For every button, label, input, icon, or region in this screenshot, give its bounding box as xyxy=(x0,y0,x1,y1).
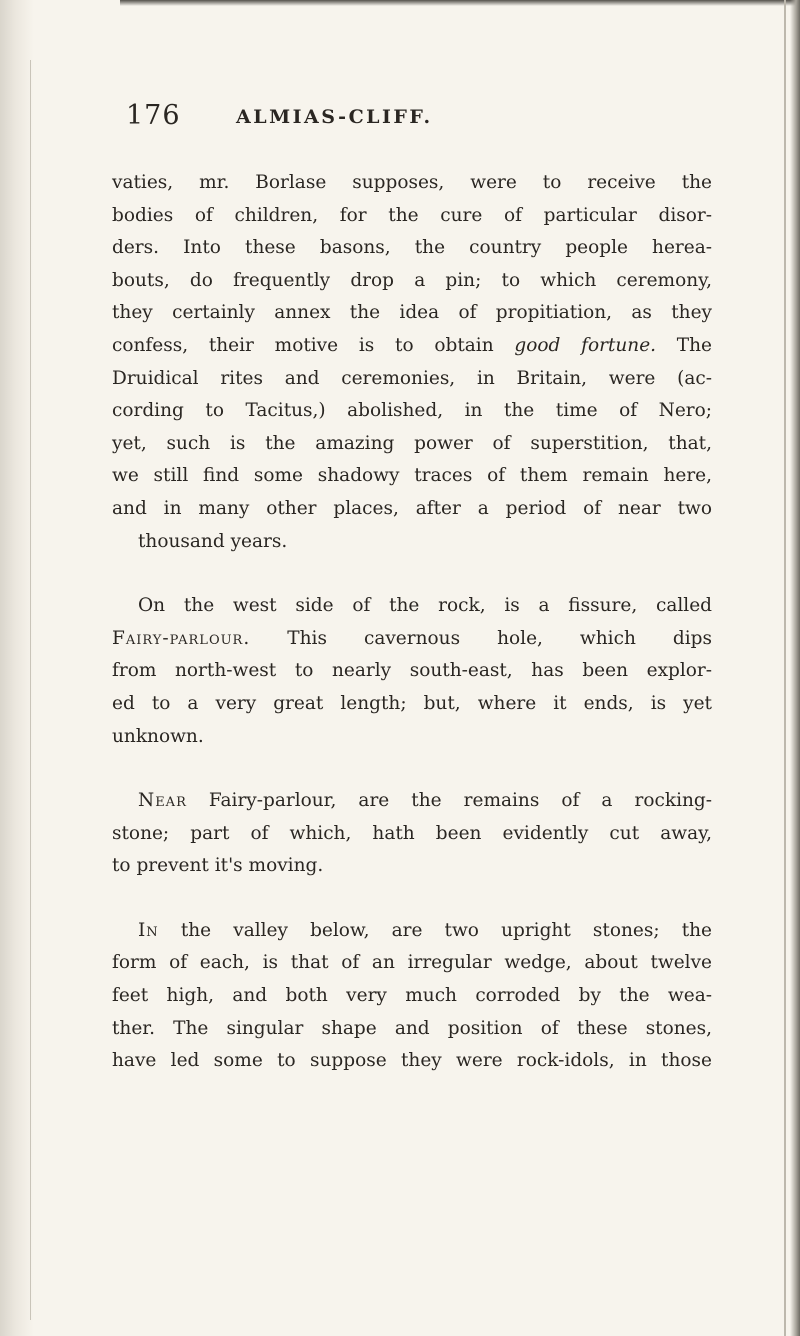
text-line: bodies of children, for the cure of particular disor- xyxy=(112,204,712,226)
text-line: bouts, do frequently drop a pin; to which ceremony, xyxy=(112,269,712,291)
paragraph-gap xyxy=(112,753,712,785)
paragraph-gap xyxy=(112,883,712,915)
text-line: stone; part of which, hath been evidently cut away, xyxy=(112,822,712,844)
text-run: Fairy-parlour, are the remains of a rocking- xyxy=(186,790,712,812)
running-head: ALMIAS-CLIFF. xyxy=(236,106,433,128)
paragraph-4 xyxy=(112,915,712,1078)
text-line: ther. The singular shape and position of these stones, xyxy=(112,1017,712,1039)
paragraph-gap xyxy=(112,558,712,590)
page-number: 176 xyxy=(126,100,181,131)
text-line: On the west side of the rock, is a fissure, called xyxy=(138,595,712,617)
text-run: This cavernous hole, which dips xyxy=(250,627,712,649)
text-run: confess, their motive is to obtain xyxy=(112,334,515,356)
small-caps-phrase: Near xyxy=(138,790,187,812)
text-line: we still find some shadowy traces of them remain here, xyxy=(112,465,712,487)
text-line xyxy=(112,785,712,818)
italic-phrase: good fortune. xyxy=(514,334,657,356)
small-caps-phrase: In xyxy=(138,919,159,941)
text-run: the valley below, are two upright stones; the xyxy=(158,919,712,941)
top-edge-shadow xyxy=(120,0,800,6)
text-line: cording to Tacitus,) abolished, in the time of Nero; xyxy=(112,400,712,422)
page-header xyxy=(126,100,686,140)
text-run: The xyxy=(656,334,713,356)
text-line: form of each, is that of an irregular wedge, about twelve xyxy=(112,952,712,974)
right-edge-shadow xyxy=(790,0,800,1336)
text-line: and in many other places, after a period of near two xyxy=(112,497,712,519)
text-line: have led some to suppose they were rock-idols, in those xyxy=(112,1050,712,1072)
binding-line xyxy=(30,60,31,1320)
text-line: Druidical rites and ceremonies, in Britain, were (ac- xyxy=(112,367,712,389)
text-line: to prevent it's moving. xyxy=(112,855,324,877)
paragraph-2 xyxy=(112,590,712,753)
right-edge-line xyxy=(784,0,786,1336)
text-line: vaties, mr. Borlase supposes, were to receive the xyxy=(112,172,712,193)
text-line xyxy=(112,915,712,948)
body-text xyxy=(112,167,712,1078)
text-line: unknown. xyxy=(112,725,204,747)
text-line: from north-west to nearly south-east, has been explor- xyxy=(112,660,712,682)
text-line: they certainly annex the idea of propitiation, as they xyxy=(112,302,712,324)
paragraph-1 xyxy=(112,167,712,558)
text-line: ed to a very great length; but, where it ends, is yet xyxy=(112,692,712,714)
text-line: yet, such is the amazing power of superstition, that, xyxy=(112,432,712,454)
paragraph-3 xyxy=(112,785,712,883)
text-line: thousand years. xyxy=(138,530,288,552)
small-caps-phrase: Fairy-parlour. xyxy=(112,627,251,649)
text-line: ders. Into these basons, the country people herea- xyxy=(112,237,712,259)
text-line: feet high, and both very much corroded by the wea- xyxy=(112,985,712,1007)
text-line xyxy=(112,623,712,656)
text-line xyxy=(112,330,712,363)
binding-shadow xyxy=(0,0,34,1336)
